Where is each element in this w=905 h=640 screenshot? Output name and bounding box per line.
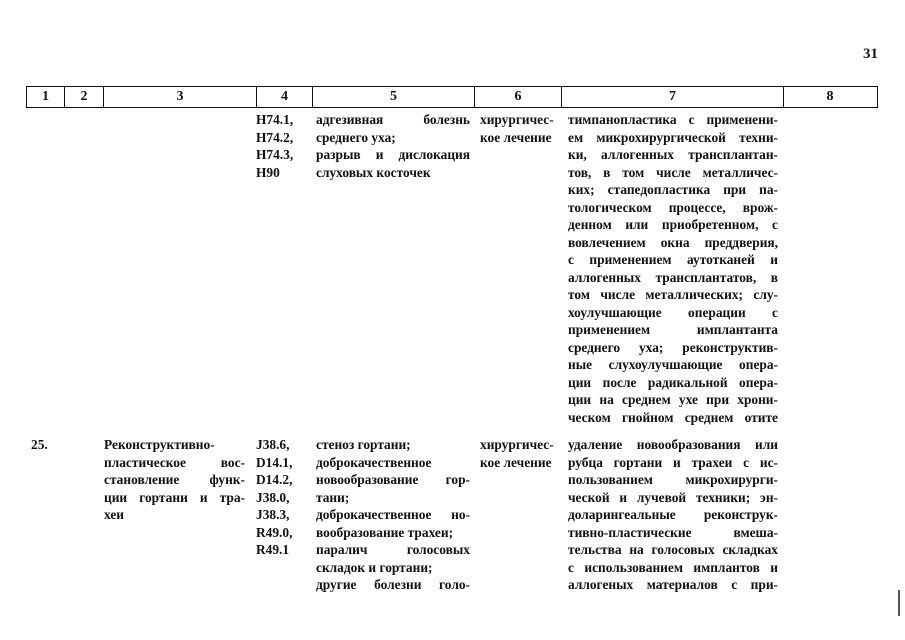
- treatment-cell: [480, 436, 562, 471]
- code: H74.1,: [256, 112, 294, 127]
- code: J38.3,: [256, 507, 290, 522]
- name-line: пластическое вос-: [104, 454, 245, 470]
- diagnosis-line: доброкачественное: [316, 454, 432, 470]
- diagnosis-line: адгезивная болезнь: [316, 112, 470, 127]
- method-line: денном или приобретенном, с: [568, 217, 778, 232]
- header-col-6: 6: [475, 87, 562, 107]
- header-col-2: 2: [65, 87, 104, 107]
- treatment-cell: [480, 111, 562, 146]
- method-line: вовлечением окна преддверия,: [568, 234, 778, 250]
- method-line: аллогенных трансплантатов, в: [568, 269, 778, 285]
- codes-cell: [256, 111, 312, 181]
- header-col-4: 4: [257, 87, 313, 107]
- row-number: 25.: [31, 437, 48, 452]
- code: R49.1: [256, 542, 290, 557]
- method-line: удаление новообразования или: [568, 437, 778, 452]
- method-line: ки, аллогенных трансплантан-: [568, 147, 778, 162]
- code: H90: [256, 164, 280, 180]
- method-line: тельства на голосовых складках: [568, 542, 778, 557]
- diagnosis-line: разрыв и дислокация: [316, 147, 470, 162]
- name-line: становление функ-: [104, 472, 245, 487]
- method-line: тологическом процессе, врож-: [568, 199, 778, 215]
- method-line: ких; стапедопластика при па-: [568, 182, 778, 197]
- method-line: ции после радикальной опера-: [568, 374, 778, 390]
- header-col-8: 8: [826, 89, 834, 104]
- diagnosis-line: тани;: [316, 489, 350, 505]
- diagnosis-line: доброкачественное но-: [316, 507, 470, 522]
- method-cell: [568, 111, 778, 426]
- method-line: тимпанопластика с применени-: [568, 112, 778, 127]
- method-line: ные слухоулучшающие опера-: [568, 357, 778, 372]
- method-line: доларингеальные реконструк-: [568, 507, 778, 522]
- method-line: тов, в том числе металличес-: [568, 164, 778, 180]
- code: R49.0,: [256, 524, 293, 540]
- method-line: хоулучшающие операции с: [568, 304, 778, 320]
- code: J38.0,: [256, 489, 290, 505]
- method-line: применением имплантанта: [568, 322, 778, 337]
- name-line: Реконструктивно-: [104, 437, 215, 452]
- method-line: ческой и лучевой техники; эн-: [568, 489, 778, 505]
- method-line: с применением аутотканей и: [568, 252, 778, 267]
- diagnosis-line: новообразование гор-: [316, 472, 470, 487]
- diagnosis-line: складок и гортани;: [316, 559, 433, 575]
- scan-margin-mark: [898, 590, 900, 616]
- diagnosis-line: среднего уха;: [316, 129, 396, 145]
- method-line: тивно-пластические вмеша-: [568, 524, 778, 540]
- header-col-1: 1: [27, 87, 65, 107]
- method-line: среднего уха; реконструктив-: [568, 339, 778, 355]
- header-col-7: 7: [562, 87, 784, 107]
- header-col-3: 3: [104, 87, 257, 107]
- diagnosis-cell: [316, 111, 470, 181]
- page-number: 31: [863, 46, 878, 62]
- method-line: ческом гнойном среднем отите: [568, 409, 778, 425]
- table-header-row: [26, 86, 878, 108]
- diagnosis-cell: [316, 436, 470, 594]
- method-line: пользованием микрохирурги-: [568, 472, 778, 487]
- diagnosis-line: слуховых косточек: [316, 164, 431, 180]
- method-cell: [568, 436, 778, 594]
- code: H74.2,: [256, 129, 294, 145]
- name-cell: [104, 436, 245, 524]
- method-line: рубца гортани и трахеи с ис-: [568, 454, 778, 470]
- diagnosis-line: другие болезни голо-: [316, 577, 470, 592]
- treatment-line: кое лечение: [480, 454, 552, 470]
- name-line: ции гортани и тра-: [104, 489, 245, 505]
- code: J38.6,: [256, 437, 290, 452]
- method-line: аллогеных материалов с при-: [568, 577, 778, 592]
- name-line: хеи: [104, 507, 125, 522]
- treatment-line: хирургичес-: [480, 437, 554, 452]
- diagnosis-line: стеноз гортани;: [316, 437, 411, 452]
- method-line: ции на среднем ухе при хрони-: [568, 392, 778, 407]
- header-col-5: 5: [313, 87, 475, 107]
- method-line: с использованием имплантов и: [568, 559, 778, 575]
- method-line: том числе металлических; слу-: [568, 287, 778, 302]
- code: D14.1,: [256, 454, 293, 470]
- treatment-line: хирургичес-: [480, 112, 554, 127]
- codes-cell: [256, 436, 312, 559]
- diagnosis-line: вообразование трахеи;: [316, 524, 454, 540]
- code: D14.2,: [256, 472, 293, 487]
- code: H74.3,: [256, 147, 294, 162]
- treatment-line: кое лечение: [480, 129, 552, 145]
- diagnosis-line: паралич голосовых: [316, 542, 470, 557]
- method-line: ем микрохирургической техни-: [568, 129, 778, 145]
